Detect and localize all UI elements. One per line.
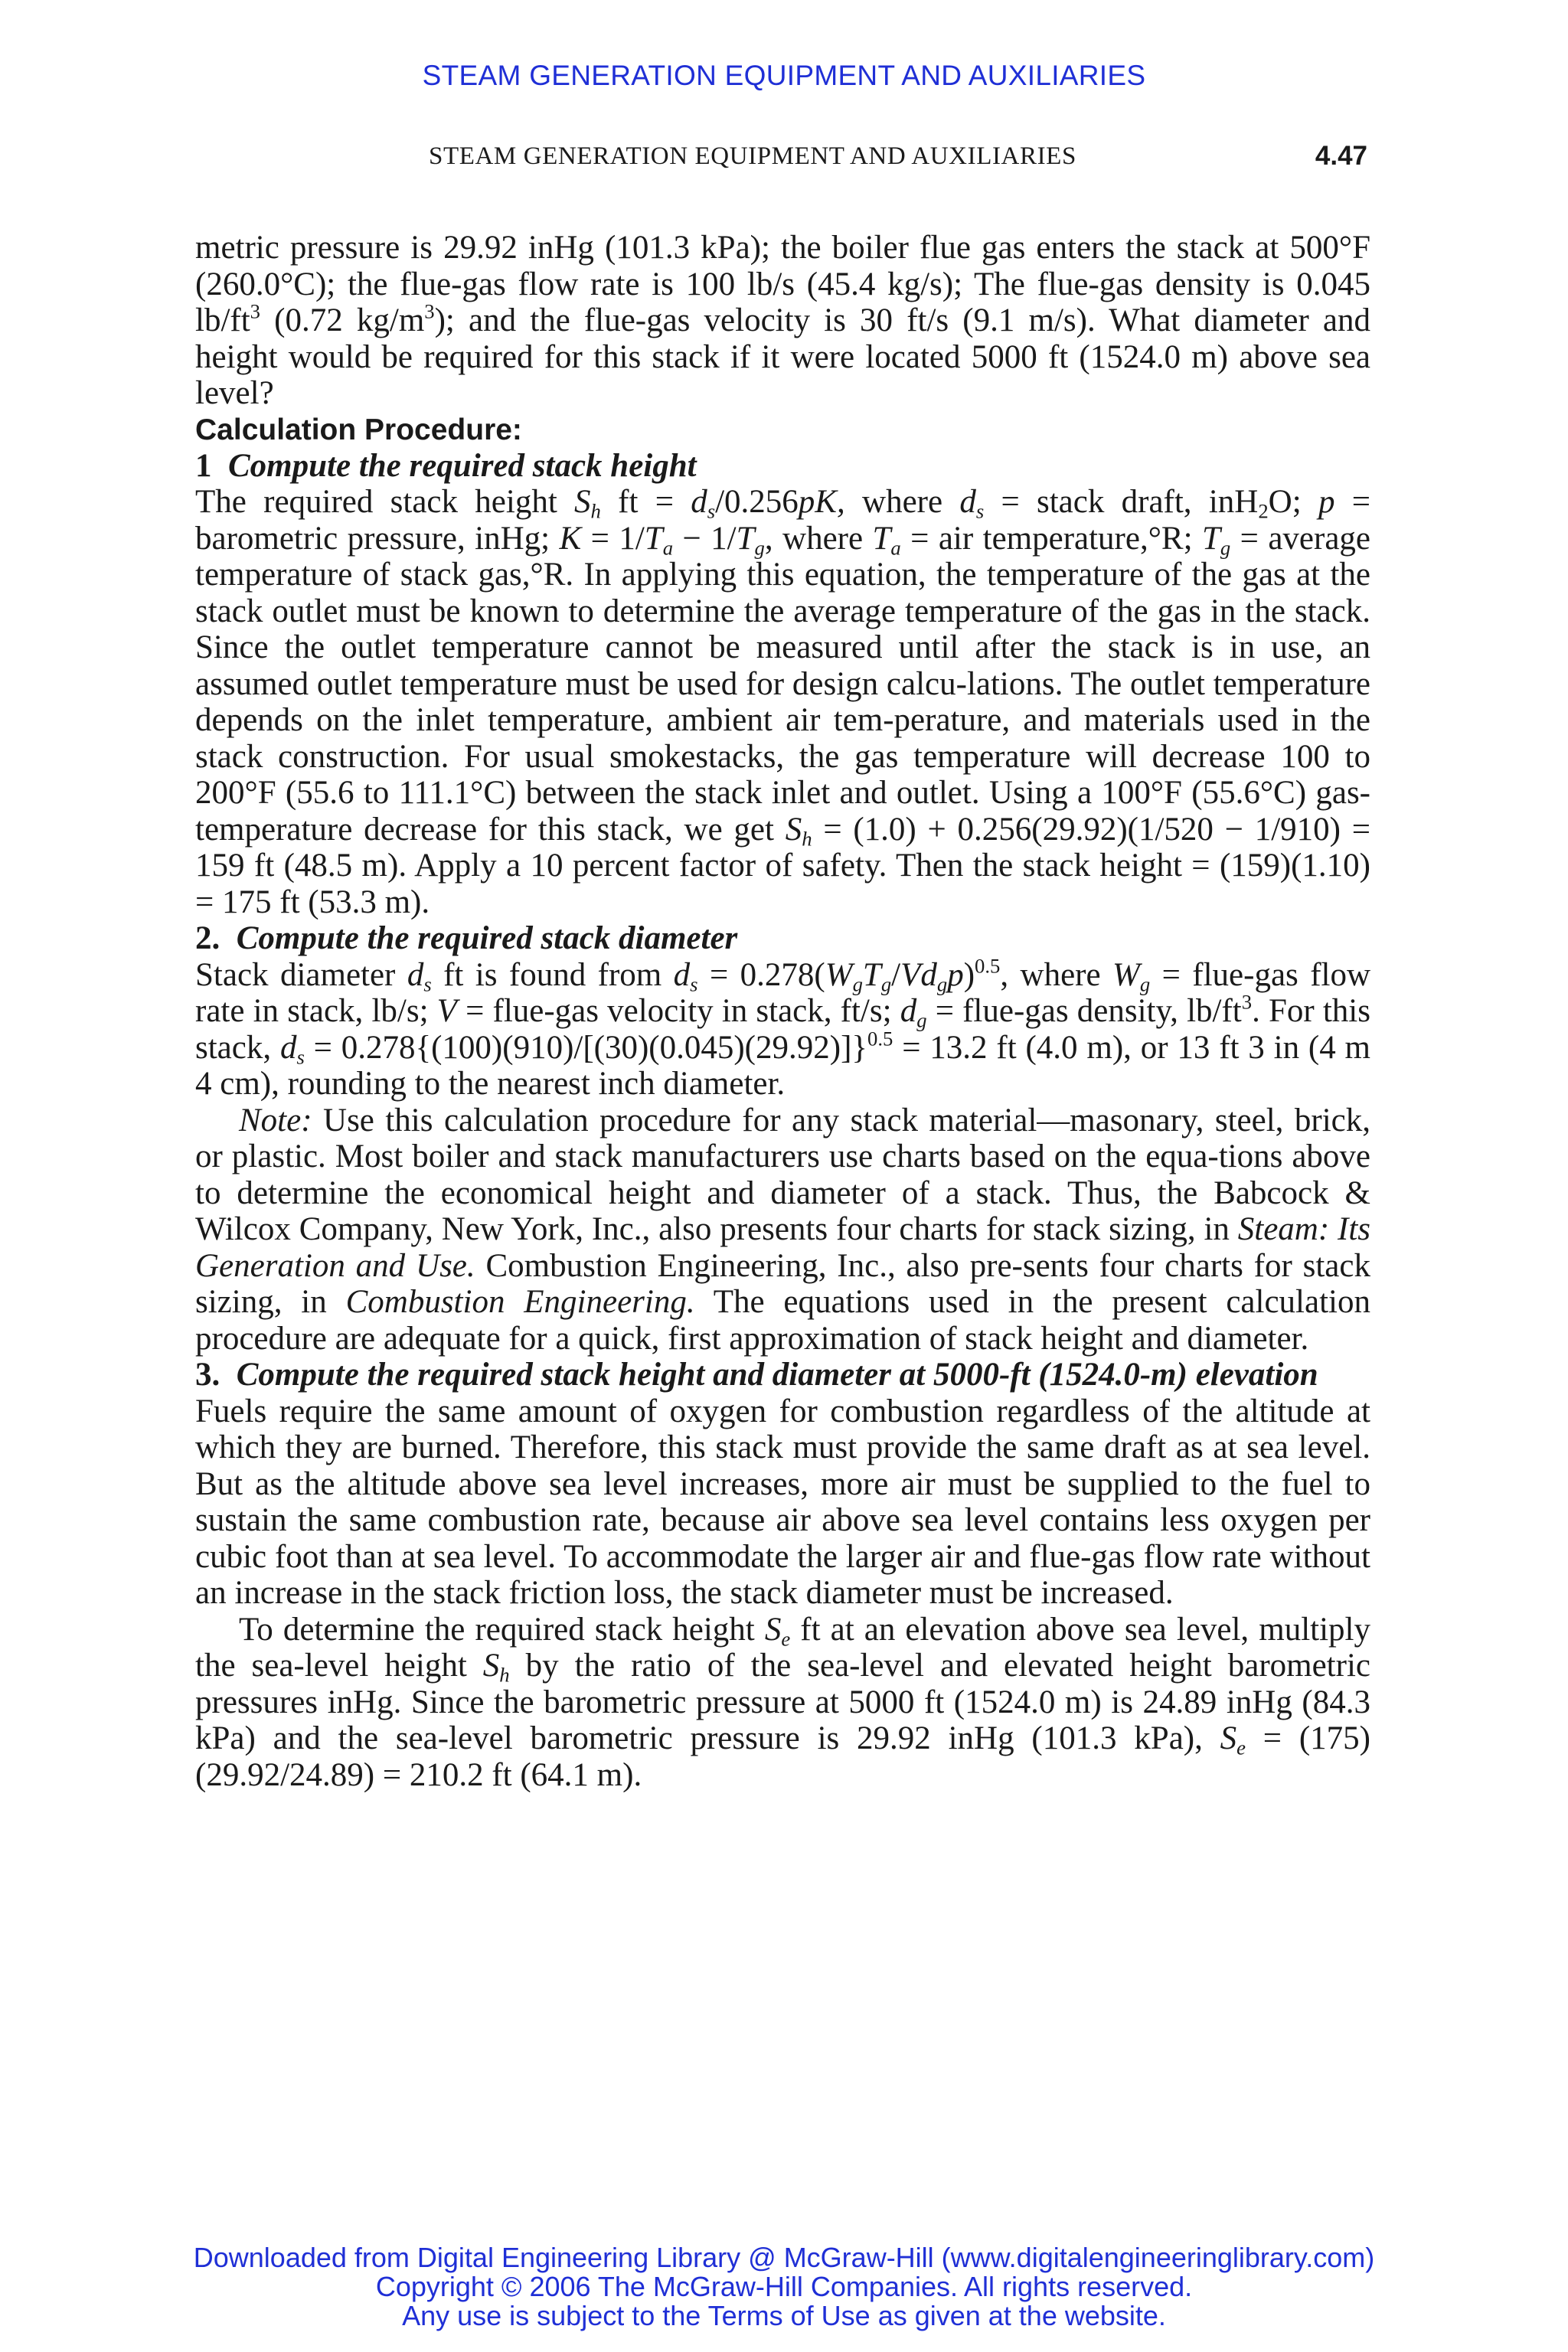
step-1-heading: 1 Compute the required stack height — [195, 447, 697, 484]
problem-statement-continued: metric pressure is 29.92 inHg (101.3 kPa); the boiler flue gas enters the stack at 500°F (260.0°C); the flue-gas flow rate is 100 lb/s (45.4 kg/s); The flue-gas density is 0.045 $lb/ft^3$ (0.72 $kg/m^3$); and the flue-gas velocity is 30 ft/s (9.1 m/s). What diameter and height would be required for this stack if it were located 5000 ft (1524.0 m) above sea level? — [195, 230, 1370, 411]
note-label: Note: — [239, 1102, 312, 1138]
step-2-heading: 2. Compute the required stack diameter — [195, 920, 738, 956]
footer-download-line[interactable]: Downloaded from Digital Engineering Library @ McGraw-Hill (www.digitalengineeringlibrary.com) — [193, 2242, 1375, 2273]
step-3-text-2: To determine the required stack height $S_e$ ft at an elevation above sea level, multiply the sea-level height $S_h$ by the ratio of the sea-level and elevated height barometric pressures inHg. Since the barometric pressure at 5000 ft (1524.0 m) is 24.89 inHg (84.3 kPa) and the sea-level barometric pressure is 29.92 inHg (101.3 kPa), $S_e = (175)(29.92/24.89) = 210.2$ ft (64.1 m). — [195, 1611, 1370, 1793]
page-number: 4.47 — [1315, 141, 1367, 171]
procedure-heading: Calculation Procedure: — [195, 413, 522, 446]
book-title-steam: Steam: Its Generation and Use. — [195, 1211, 1371, 1284]
footer-copyright-line: Copyright © 2006 The McGraw-Hill Companies. All rights reserved. — [375, 2271, 1193, 2302]
step-3-heading: 3. Compute the required stack height and diameter at 5000-ft (1524.0-m) elevation — [195, 1357, 1318, 1393]
step-1-text: The required stack height $S_h$ ft = $d_s/0.256pK$, where $d_s$ = stack draft, inH$_2$O; p = barometric pressure, inHg; $K = 1/T_a - 1/T_g$, where $T_a$ = air temperature,°R; $T_g$ = average temperature of stack gas,°R. In applying this equation, the temperature of the gas at the stack outlet must be known to determine the average temperature of the gas in the stack. Since the outlet temperature cannot be measured until after the stack is in use, an assumed outlet temperature must be used for design calcu-lations. The outlet temperature depends on the inlet temperature, ambient air tem-perature, and materials used in the stack construction. For usual smokestacks, the gas temperature will decrease 100 to 200°F (55.6 to 111.1°C) between the stack inlet and outlet. Using a 100°F (55.6°C) gas-temperature decrease for this stack, we get $S_h = (1.0) + 0.256(29.92)(1/520 - 1/910) = 159$ ft (48.5 m). Apply a 10 percent factor of safety. Then the stack height = (159)(1.10) = 175 ft (53.3 m). — [195, 484, 1371, 920]
book-title-combustion: Combustion Engineering. — [345, 1284, 695, 1320]
note-paragraph: Note: Use this calculation procedure for any stack material—masonary, steel, brick, or plastic. Most boiler and stack manufacturers use charts based on the equa-tions above to determine the economical height and diameter of a stack. Thus, the Babcock & Wilcox Company, New York, Inc., also presents four charts for stack sizing, in Steam: Its Generation and Use. Combustion Engineering, Inc., also pre-sents four charts for stack sizing, in Combustion Engineering. The equations used in the present calculation procedure are adequate for a quick, first approximation of stack height and diameter. — [195, 1102, 1371, 1357]
step-2-text: Stack diameter $d_s$ ft is found from $d_s = 0.278(W_gT_g/Vd_gp)^{0.5}$, where $W_g$ = flue-gas flow rate in stack, lb/s; V = flue-gas velocity in stack, ft/s; $d_g$ = flue-gas density, $lb/ft^3$. For this stack, $d_s = 0.278\{(100)(910)/[(30)(0.045)(29.92)]\}^{0.5} = 13.2$ ft (4.0 m), or 13 ft 3 in (4 m 4 cm), rounding to the nearest inch diameter. — [195, 953, 1371, 1102]
library-banner: STEAM GENERATION EQUIPMENT AND AUXILIARIES — [422, 60, 1146, 91]
footer-terms-line[interactable]: Any use is subject to the Terms of Use as given at the website. — [402, 2300, 1166, 2331]
copyright-footer — [0, 2243, 1568, 2331]
running-head: STEAM GENERATION EQUIPMENT AND AUXILIARIES — [429, 142, 1076, 170]
step-3-text: Fuels require the same amount of oxygen for combustion regardless of the altitude at which they are burned. Therefore, this stack must provide the same draft as at sea level. But as the altitude above sea level increases, more air must be supplied to the fuel to sustain the same combustion rate, because air above sea level contains less oxygen per cubic foot than at sea level. To accommodate the larger air and flue-gas flow rate without an increase in the stack friction loss, the stack diameter must be increased. — [195, 1393, 1370, 1611]
page-body — [195, 230, 1370, 1793]
